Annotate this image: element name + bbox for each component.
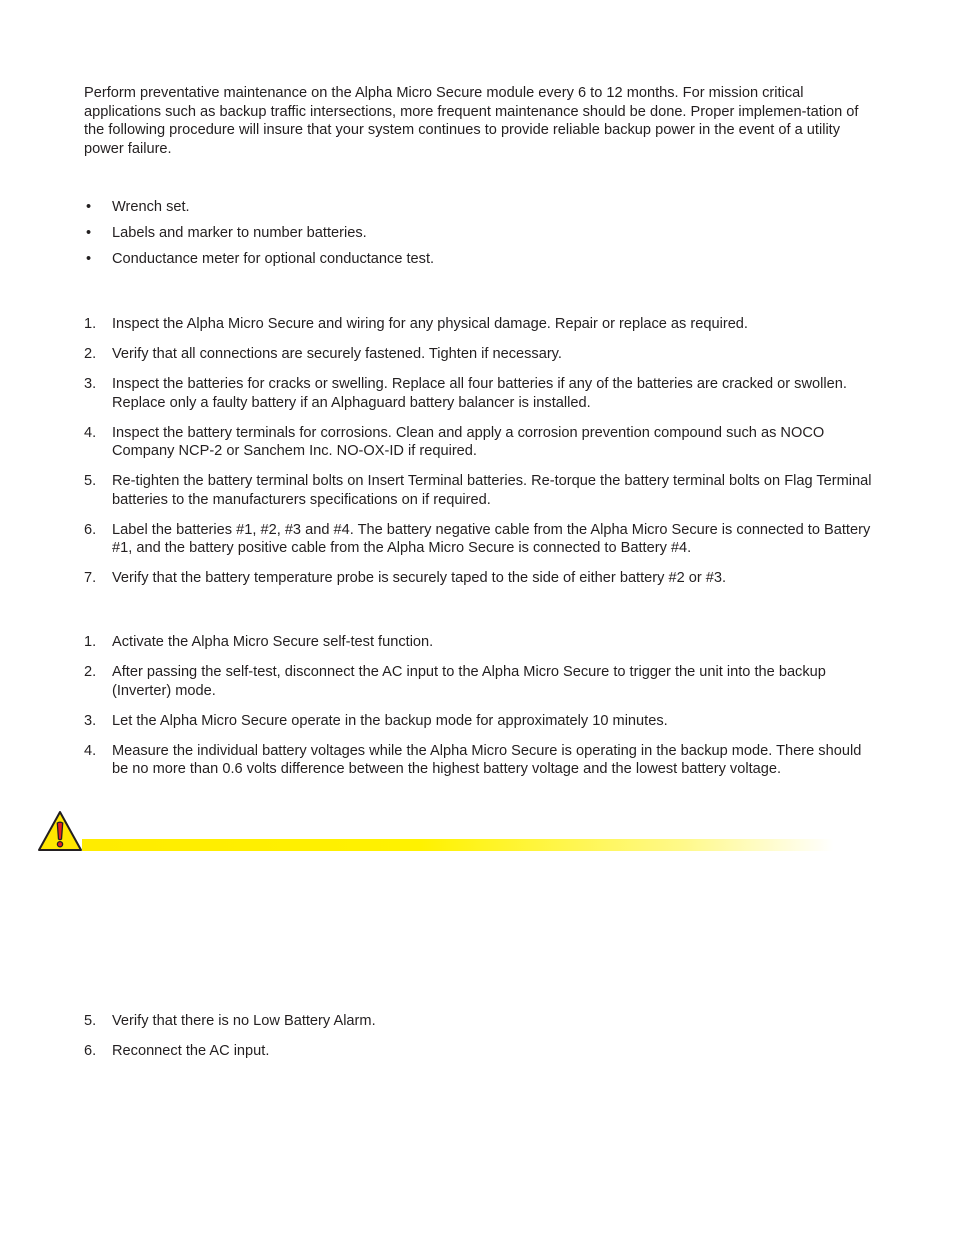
list-item-text: Labels and marker to number batteries. bbox=[112, 224, 367, 241]
list-item bbox=[84, 663, 874, 700]
list-item bbox=[84, 633, 874, 652]
list-item bbox=[84, 712, 874, 731]
bullet-marker: • bbox=[86, 199, 92, 215]
step-number: 7. bbox=[84, 570, 97, 587]
list-item bbox=[84, 424, 874, 461]
step-number: 3. bbox=[84, 375, 97, 392]
list-item-text: After passing the self-test, disconnect the AC input to the Alpha Micro Secure to trigger the unit into the backup (Inverter) mode. bbox=[112, 663, 826, 699]
step-number: 4. bbox=[84, 742, 97, 759]
list-item bbox=[84, 250, 874, 269]
list-item bbox=[84, 472, 874, 509]
step-number: 5. bbox=[84, 1013, 97, 1029]
list-item bbox=[84, 1042, 874, 1061]
list-item-text: Measure the individual battery voltages while the Alpha Micro Secure is operating in the backup mode. There should be no more than 0.6 volts difference between the highest battery voltage and the lowest battery voltage. bbox=[112, 742, 862, 778]
list-item-text: Conductance meter for optional conductance test. bbox=[112, 250, 435, 267]
step-number: 1. bbox=[84, 316, 97, 332]
test-steps-list bbox=[84, 633, 874, 790]
bullet-marker: • bbox=[86, 224, 92, 241]
list-item-text: Verify that all connections are securely fastened. Tighten if necessary. bbox=[112, 345, 562, 362]
list-item bbox=[84, 198, 874, 217]
step-number: 2. bbox=[84, 663, 97, 680]
list-item-text: Re-tighten the battery terminal bolts on Insert Terminal batteries. Re-torque the battery terminal bolts on Flag Terminal batteries to the manufacturers specifications on if required. bbox=[112, 473, 872, 508]
list-item-text: Reconnect the AC input. bbox=[112, 1042, 270, 1059]
step-number: 2. bbox=[84, 345, 97, 362]
step-number: 3. bbox=[84, 712, 97, 729]
list-item-text: Inspect the batteries for cracks or swelling. Replace all four batteries if any of the batteries are cracked or swollen. Replace only a faulty battery if an Alphaguard battery balancer is installed. bbox=[112, 375, 847, 411]
tools-list bbox=[84, 198, 874, 276]
inspection-steps-list bbox=[84, 315, 874, 599]
list-item bbox=[84, 569, 874, 588]
list-item-text: Activate the Alpha Micro Secure self-test function. bbox=[112, 634, 434, 650]
list-item-text: Label the batteries #1, #2, #3 and #4. The battery negative cable from the Alpha Micro Secure is connected to Battery #1, and the battery positive cable from the Alpha Micro Secure is connected to Battery #4. bbox=[112, 521, 871, 557]
step-number: 5. bbox=[84, 473, 97, 490]
list-item bbox=[84, 521, 874, 558]
list-item-text: Inspect the battery terminals for corrosions. Clean and apply a corrosion prevention compound such as NOCO Company NCP-2 or Sanchem Inc. NO-OX-ID if required. bbox=[112, 424, 825, 460]
bullet-marker: • bbox=[86, 250, 92, 267]
step-number: 4. bbox=[84, 424, 97, 441]
step-number: 1. bbox=[84, 634, 97, 650]
step-number: 6. bbox=[84, 521, 97, 538]
list-item bbox=[84, 375, 874, 412]
intro-paragraph: Perform preventative maintenance on the Alpha Micro Secure module every 6 to 12 months. For mission critical applications such as backup traffic intersections, more frequent maintenance should be done. Proper implemen-tation of the following procedure will insure that your system continues to provide reliable backup power in the event of a utility power failure. bbox=[84, 85, 859, 157]
list-item-text: Let the Alpha Micro Secure operate in the backup mode for approximately 10 minutes. bbox=[112, 712, 668, 729]
list-item-text: Inspect the Alpha Micro Secure and wiring for any physical damage. Repair or replace as required. bbox=[112, 316, 748, 332]
list-item bbox=[84, 345, 874, 364]
step-number: 6. bbox=[84, 1042, 97, 1059]
list-item bbox=[84, 742, 874, 779]
final-steps-list bbox=[84, 1012, 874, 1072]
warning-triangle-icon bbox=[37, 810, 83, 852]
warning-banner-bar bbox=[82, 839, 834, 851]
list-item bbox=[84, 315, 874, 334]
list-item bbox=[84, 1012, 874, 1031]
list-item-text: Verify that there is no Low Battery Alarm. bbox=[112, 1013, 376, 1029]
list-item-text: Verify that the battery temperature probe is securely taped to the side of either battery #2 or #3. bbox=[112, 570, 727, 587]
list-item-text: Wrench set. bbox=[112, 199, 190, 215]
list-item bbox=[84, 224, 874, 243]
